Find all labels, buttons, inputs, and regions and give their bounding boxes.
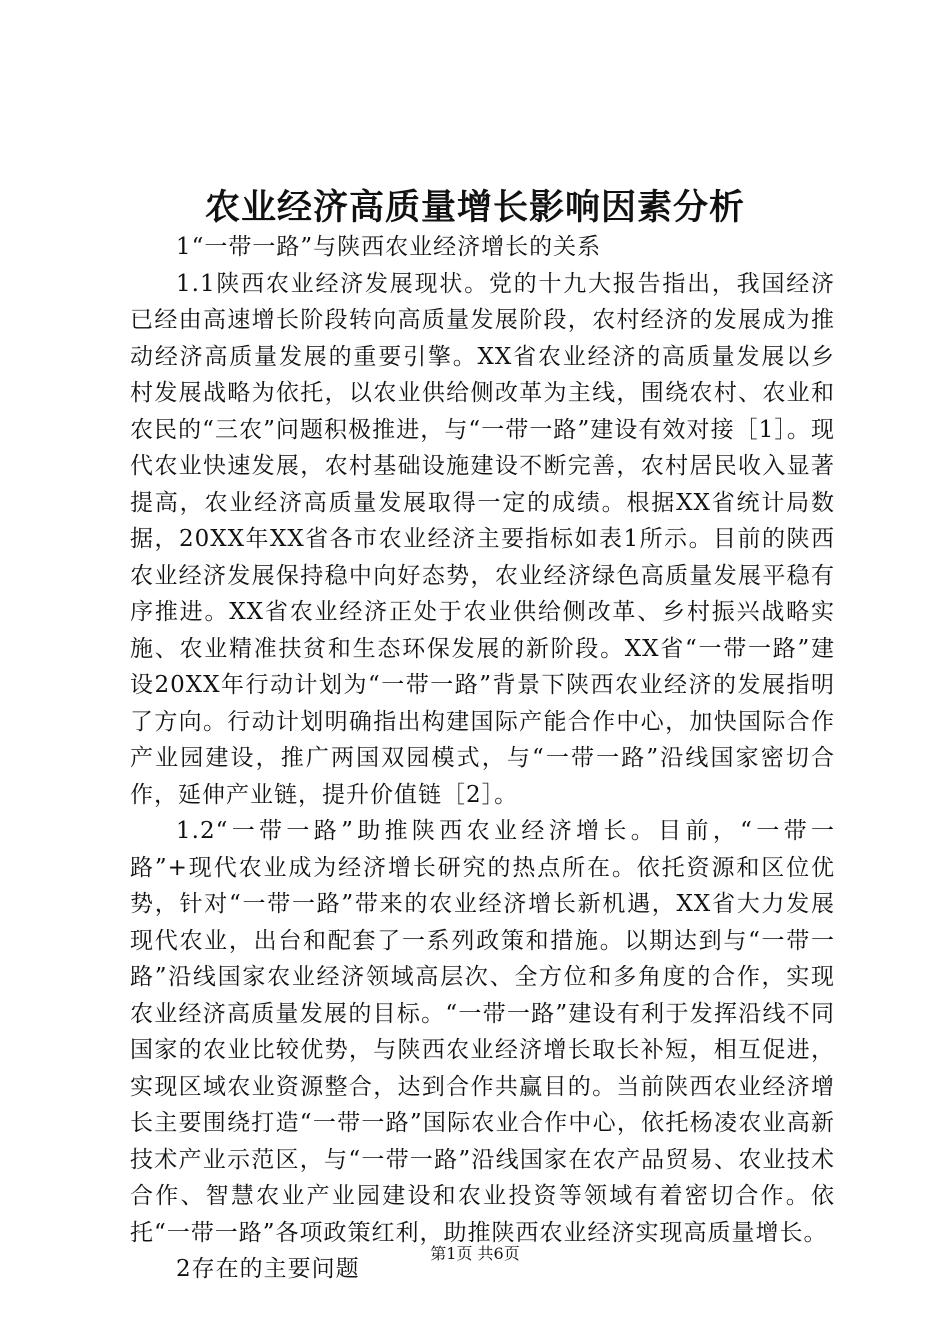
section-heading-2: 2存在的主要问题 [176, 1256, 360, 1282]
page-number-footer: 第1页 共6页 [430, 1244, 520, 1263]
document-body [130, 229, 835, 1288]
paragraph-1-2: 1.2“一带一路”助推陕西农业经济增长。目前，“一带一路”+现代农业成为经济增长研究的热点所在。依托资源和区位优势，针对“一带一路”带来的农业经济增长新机遇，XX省大力发展现代农业，出台和配套了一系列政策和措施。以期达到与“一带一路”沿线国家农业经济领域高层次、全方位和多角度的合作，实现农业经济高质量发展的目标。“一带一路”建设有利于发挥沿线不同国家的农业比较优势，与陕西农业经济增长取长补短，相互促进，实现区域农业资源整合，达到合作共赢目的。当前陕西农业经济增长主要围绕打造“一带一路”国际农业合作中心，依托杨凌农业高新技术产业示范区，与“一带一路”沿线国家在农产品贸易、农业技术合作、智慧农业产业园建设和农业投资等领域有着密切合作。依托“一带一路”各项政策红利，助推陕西农业经济实现高质量增长。 [130, 818, 835, 1246]
section-heading-1: 1“一带一路”与陕西农业经济增长的关系 [176, 234, 602, 260]
paragraph-1-1: 1.1陕西农业经济发展现状。党的十九大报告指出，我国经济已经由高速增长阶段转向高质量发展阶段，农村经济的发展成为推动经济高质量发展的重要引擎。XX省农业经济的高质量发展以乡村发展战略为依托，以农业供给侧改革为主线，围绕农村、农业和农民的“三农”问题积极推进，与“一带一路”建设有效对接［1］。现代农业快速发展，农村基础设施建设不断完善，农村居民收入显著提高，农业经济高质量发展取得一定的成绩。根据XX省统计局数据，20XX年XX省各市农业经济主要指标如表1所示。目前的陕西农业经济发展保持稳中向好态势，农业经济绿色高质量发展平稳有序推进。XX省农业经济正处于农业供给侧改革、乡村振兴战略实施、农业精准扶贫和生态环保发展的新阶段。XX省“一带一路”建设20XX年行动计划为“一带一路”背景下陕西农业经济的发展指明了方向。行动计划明确指出构建国际产能合作中心，加快国际合作产业园建设，推广两国双园模式，与“一带一路”沿线国家密切合作，延伸产业链，提升价值链［2］。 [130, 270, 835, 808]
document-title: 农业经济高质量增长影响因素分析 [204, 187, 745, 228]
